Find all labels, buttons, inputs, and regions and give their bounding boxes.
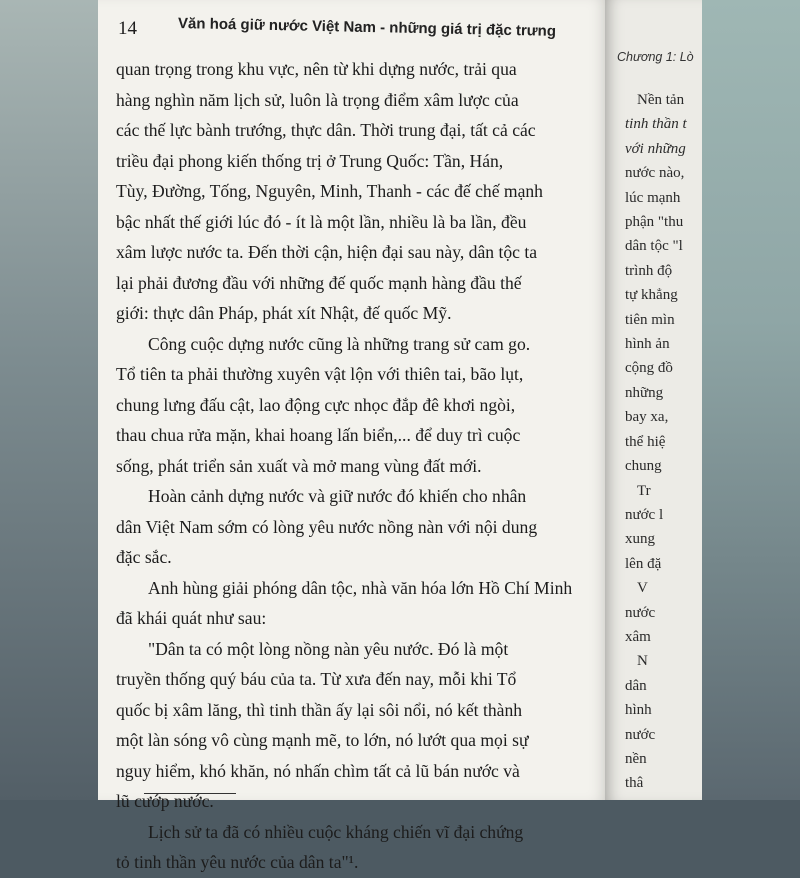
right-text-line: với những: [625, 140, 686, 157]
text-line: hàng nghìn năm lịch sử, luôn là trọng điểm xâm lược của: [116, 89, 519, 110]
right-text-line: tiên mìn: [625, 311, 675, 328]
right-text-line: lên đặ: [625, 555, 662, 572]
right-text-line: thể hiệ: [625, 433, 666, 450]
right-text-line: thâ: [625, 775, 644, 792]
right-text-line: xâm: [625, 628, 651, 645]
book-cover-edge: [702, 0, 800, 800]
text-line: "Dân ta có một lòng nồng nàn yêu nước. Đó là một: [148, 638, 509, 659]
text-line: quốc bị xâm lăng, thì tinh thần ấy lại sôi nổi, nó kết thành: [116, 699, 523, 720]
right-text-line: nước nào,: [625, 165, 685, 182]
text-line: lũ cướp nước.: [116, 791, 214, 811]
right-running-head: Chương 1: Lò: [617, 50, 694, 64]
text-line: xâm lược nước ta. Đến thời cận, hiện đại sau này, dân tộc ta: [116, 242, 538, 262]
text-line: nguy hiểm, khó khăn, nó nhấn chìm tất cả lũ bán nước và: [116, 760, 520, 781]
right-text-line: những: [625, 384, 664, 401]
text-line: truyền thống quý báu của ta. Từ xưa đến nay, mỗi khi Tổ: [116, 669, 517, 689]
right-text-line: dân tộc "l: [625, 238, 683, 255]
text-line: Lịch sử ta đã có nhiều cuộc kháng chiến vĩ đại chứng: [148, 821, 524, 842]
right-text-line: N: [637, 653, 648, 670]
footnote-rule: [144, 793, 236, 794]
text-line: các thế lực bành trướng, thực dân. Thời trung đại, tất cả các: [116, 120, 536, 140]
text-line: dân Việt Nam sớm có lòng yêu nước nồng nàn với nội dung: [116, 516, 538, 537]
text-line: Anh hùng giải phóng dân tộc, nhà văn hóa lớn Hồ Chí Minh: [148, 577, 573, 598]
text-line: bậc nhất thế giới lúc đó - ít là một lần, nhiều là ba lần, đều: [116, 211, 527, 232]
text-line: đã khái quát như sau:: [116, 608, 267, 628]
text-line: triều đại phong kiến thống trị ở Trung Quốc: Tần, Hán,: [116, 150, 504, 171]
left-page: [98, 0, 610, 872]
right-text-line: dân: [625, 677, 647, 694]
right-text-line: trình độ: [625, 262, 673, 279]
right-page: [605, 0, 702, 800]
text-line: Công cuộc dựng nước cũng là những trang sử cam go.: [148, 333, 531, 354]
right-text-line: V: [637, 580, 648, 597]
text-line: tỏ tinh thần yêu nước của dân ta"¹.: [116, 852, 359, 872]
text-line: thau chua rửa mặn, khai hoang lấn biển,... để duy trì cuộc: [116, 425, 521, 445]
right-text-line: phận "thu: [625, 214, 684, 231]
right-text-line: nước: [625, 726, 656, 743]
right-text-line: hình ản: [625, 336, 670, 353]
text-line: quan trọng trong khu vực, nên từ khi dựng nước, trải qua: [116, 59, 517, 79]
right-text-line: tinh thần t: [625, 116, 687, 133]
page-number: 14: [118, 18, 137, 39]
right-text-line: Tr: [637, 482, 651, 499]
right-text-line: cộng đồ: [625, 360, 673, 377]
text-line: chung lưng đấu cật, lao động cực nhọc đắp đê khơi ngòi,: [116, 394, 516, 415]
right-text-line: hình: [625, 702, 652, 719]
right-text-line: nền: [625, 750, 647, 767]
text-line: lại phải đương đầu với những đế quốc mạnh hàng đầu thế: [116, 272, 522, 293]
right-text-line: chung: [625, 458, 662, 475]
right-text-line: Nền tản: [637, 92, 685, 108]
right-text-line: bay xa,: [625, 409, 669, 426]
right-text-line: tự khẳng: [625, 287, 678, 304]
text-line: sống, phát triển sản xuất và mở mang vùng đất mới.: [116, 455, 482, 476]
text-line: Hoàn cảnh dựng nước và giữ nước đó khiến cho nhân: [148, 486, 527, 506]
right-text-line: lúc mạnh: [625, 189, 681, 206]
text-line: một làn sóng vô cùng mạnh mẽ, to lớn, nó lướt qua mọi sự: [116, 730, 529, 750]
running-head: Văn hoá giữ nước Việt Nam - những giá trị đặc trưng: [177, 15, 557, 40]
right-text-line: nước l: [625, 506, 664, 523]
text-line: giới: thực dân Pháp, phát xít Nhật, đế quốc Mỹ.: [116, 303, 452, 323]
text-line: đặc sắc.: [116, 547, 172, 567]
right-text-line: nước: [625, 604, 656, 621]
body-text: [116, 54, 606, 878]
right-text-line: xung: [625, 531, 655, 548]
text-line: Tùy, Đường, Tống, Nguyên, Minh, Thanh - các đế chế mạnh: [116, 181, 543, 201]
text-line: Tổ tiên ta phải thường xuyên vật lộn với thiên tai, bão lụt,: [116, 364, 524, 384]
right-body-text: [625, 88, 715, 796]
